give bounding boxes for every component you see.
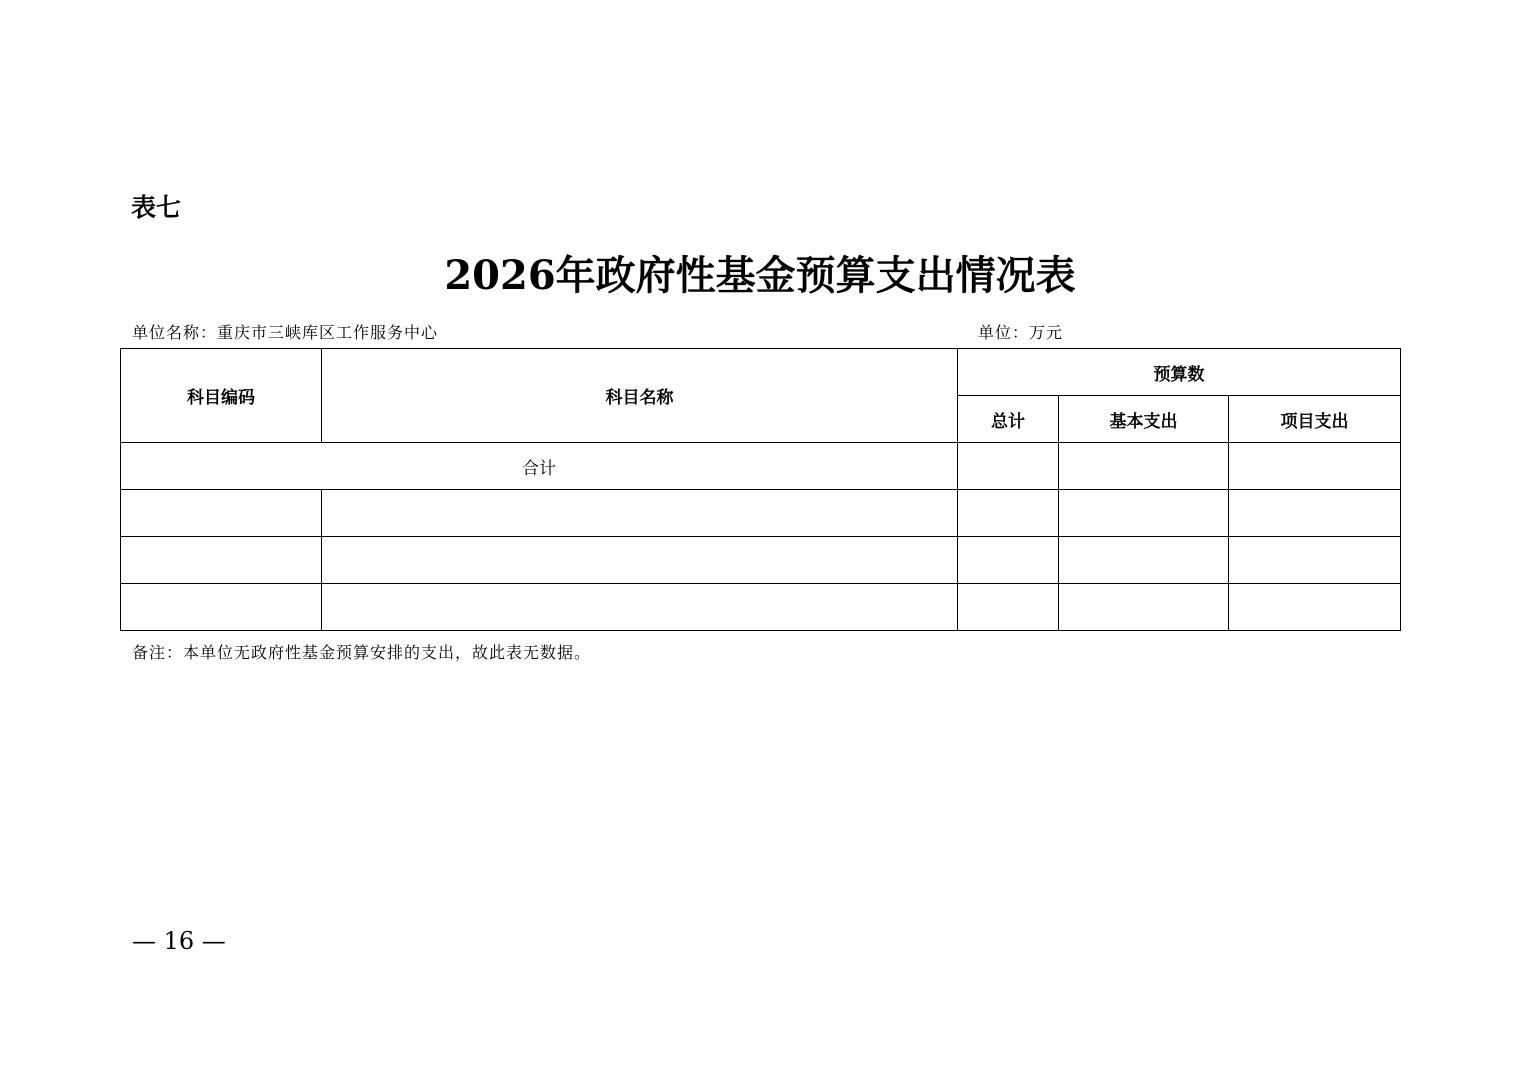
row-code bbox=[121, 584, 322, 631]
page-title: 2026年政府性基金预算支出情况表 bbox=[444, 252, 1076, 299]
row-name bbox=[322, 584, 958, 631]
total-row bbox=[121, 443, 1401, 490]
row-project bbox=[1229, 537, 1401, 584]
row-code bbox=[121, 537, 322, 584]
header-basic: 基本支出 bbox=[1059, 396, 1229, 443]
row-code bbox=[121, 490, 322, 537]
row-project bbox=[1229, 490, 1401, 537]
unit-name: 单位名称：重庆市三峡库区工作服务中心 bbox=[132, 323, 439, 342]
row-basic bbox=[1059, 490, 1229, 537]
table-label: 表七 bbox=[131, 193, 182, 222]
total-row-project bbox=[1229, 443, 1401, 490]
total-row-label: 合计 bbox=[121, 443, 958, 490]
table-row bbox=[121, 490, 1401, 537]
row-total bbox=[958, 490, 1059, 537]
page-number: — 16 — bbox=[132, 927, 226, 955]
row-basic bbox=[1059, 584, 1229, 631]
footnote: 备注：本单位无政府性基金预算安排的支出，故此表无数据。 bbox=[132, 643, 592, 662]
row-total bbox=[958, 584, 1059, 631]
row-project bbox=[1229, 584, 1401, 631]
currency-unit: 单位：万元 bbox=[978, 323, 1064, 342]
header-budget: 预算数 bbox=[958, 349, 1401, 396]
header-row-1 bbox=[121, 349, 1401, 396]
row-basic bbox=[1059, 537, 1229, 584]
header-code: 科目编码 bbox=[121, 349, 322, 443]
table-row bbox=[121, 584, 1401, 631]
header-name: 科目名称 bbox=[322, 349, 958, 443]
row-name bbox=[322, 490, 958, 537]
table-row bbox=[121, 537, 1401, 584]
budget-table bbox=[120, 348, 1401, 631]
row-total bbox=[958, 537, 1059, 584]
header-project: 项目支出 bbox=[1229, 396, 1401, 443]
total-row-basic bbox=[1059, 443, 1229, 490]
total-row-total bbox=[958, 443, 1059, 490]
header-total: 总计 bbox=[958, 396, 1059, 443]
row-name bbox=[322, 537, 958, 584]
